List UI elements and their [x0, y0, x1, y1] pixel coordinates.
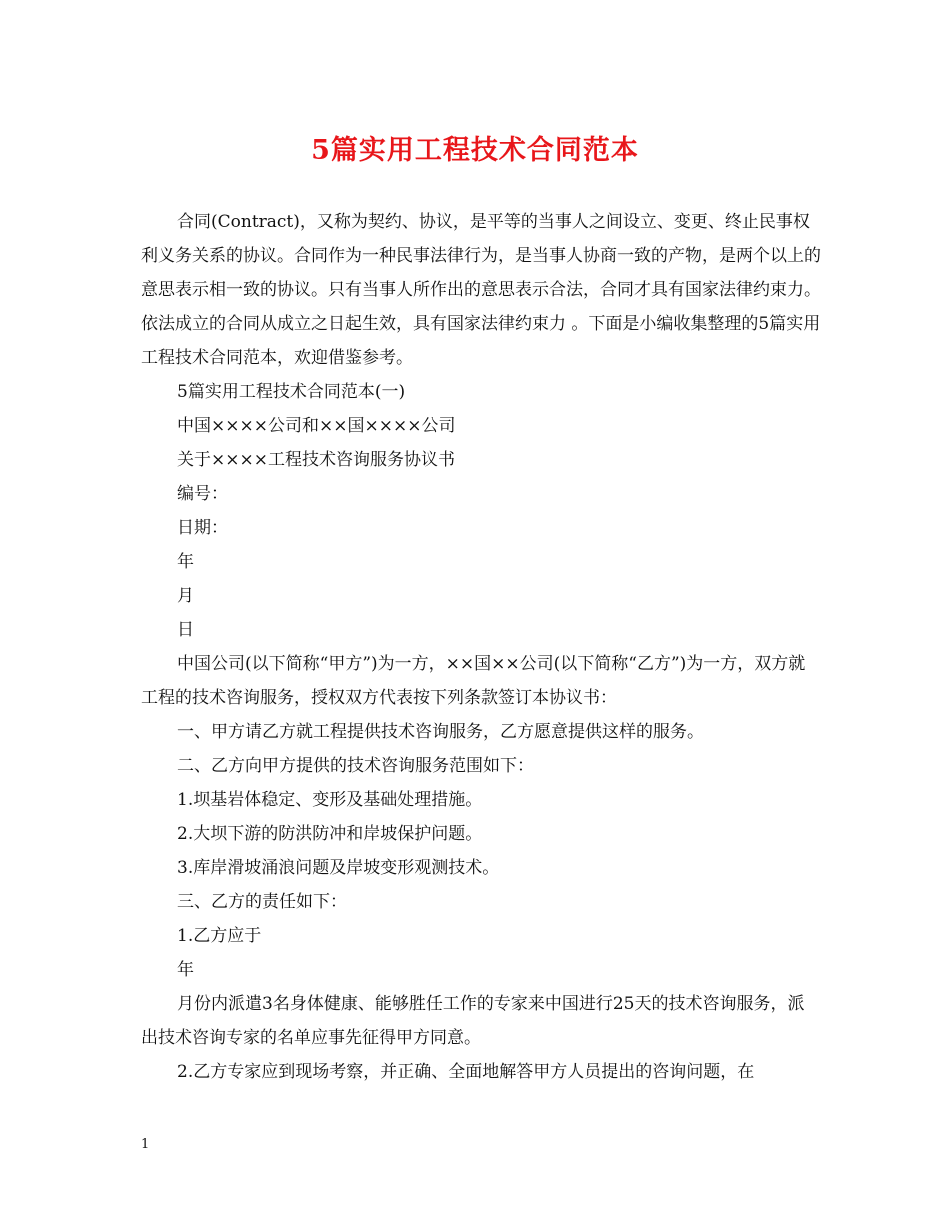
clause-two-item-3: 3.库岸滑坡涌浪问题及岸坡变形观测技术。	[177, 858, 500, 878]
intro-paragraph: 合同(Contract)，又称为契约、协议，是平等的当事人之间设立、变更、终止民事权利义务关系的协议。合同作为一种民事法律行为，是当事人协商一致的产物，是两个以上的意思表示相一致的协议。只有当事人所作出的意思表示合法，合同才具有国家法律约束力。依法成立的合同从成立之日起生效，具有国家法律约束力 。下面是小编收集整理的5篇实用工程技术合同范本，欢迎借鉴参考。	[141, 212, 821, 368]
preamble-paragraph: 中国公司(以下简称“甲方”)为一方，××国××公司(以下简称“乙方”)为一方，双方就工程的技术咨询服务，授权双方代表按下列条款签订本协议书：	[141, 654, 806, 708]
clause-three-item-2: 2.乙方专家应到现场考察，并正确、全面地解答甲方人员提出的咨询问题，在	[177, 1062, 755, 1082]
clause-three-item-1-start: 1.乙方应于	[177, 926, 262, 946]
document-body	[141, 205, 821, 1089]
clause-one: 一、甲方请乙方就工程提供技术咨询服务，乙方愿意提供这样的服务。	[177, 722, 704, 742]
agreement-title-line: 关于××××工程技术咨询服务协议书	[177, 450, 455, 470]
page-number: 1	[141, 1137, 150, 1152]
parties-line: 中国××××公司和××国××××公司	[177, 416, 456, 436]
date-field: 日期：	[177, 518, 228, 538]
clause-three-item-1-body: 月份内派遣3名身体健康、能够胜任工作的专家来中国进行25天的技术咨询服务，派出技术咨询专家的名单应事先征得甲方同意。	[141, 994, 805, 1048]
date-year: 年	[177, 552, 194, 572]
clause-three-heading: 三、乙方的责任如下：	[177, 892, 347, 912]
document-title: 5篇实用工程技术合同范本	[311, 135, 639, 166]
section-heading: 5篇实用工程技术合同范本(一)	[177, 382, 406, 402]
clause-two-item-1: 1.坝基岩体稳定、变形及基础处理措施。	[177, 790, 483, 810]
number-field: 编号：	[177, 484, 228, 504]
clause-two-heading: 二、乙方向甲方提供的技术咨询服务范围如下：	[177, 756, 534, 776]
clause-three-item-1-year: 年	[177, 960, 194, 980]
date-month: 月	[177, 586, 194, 606]
date-day: 日	[177, 620, 194, 640]
clause-two-item-2: 2.大坝下游的防洪防冲和岸坡保护问题。	[177, 824, 483, 844]
